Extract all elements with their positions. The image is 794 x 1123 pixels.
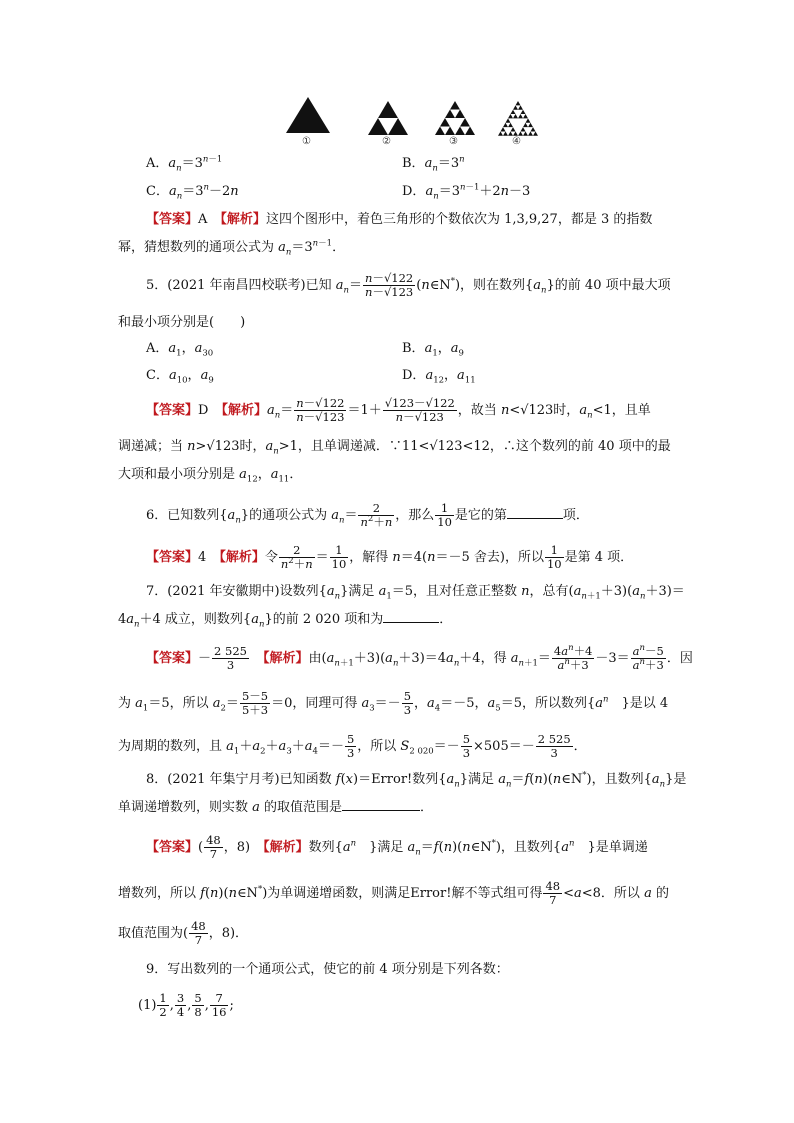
q4-answer-line: 【答案】A 【解析】这四个图形中，着色三角形的个数依次为 1,3,9,27，都是 3 的指数 (146, 212, 653, 227)
solution-tag: 【解析】 (262, 651, 309, 666)
solution-tag: 【解析】 (263, 840, 309, 855)
q7-stem-line-1: 7．(2021 年安徽期中)设数列$\{a_n\}$满足 $a_1=5$，且对任意正整数 n，总有$(a_{n+1}+3)(a_n+3)=$ (146, 584, 685, 602)
q8-stem-line-1: 8．(2021 年集宁月考)已知函数 f(x)＝Error!数列$\{a_n\}$满足 $a_n=f(n)(n\in N^*)$，且数列$\{a_n\}$是 (146, 770, 687, 790)
q5-option-b: B．$a_1$，$a_9$ (402, 341, 464, 359)
figure-label-3: ③ (449, 136, 458, 147)
q5-solution-line-2: 调递减；当 n>√123时，$a_n>1$，且单调递减．∵11<√123<12，∴这个数列的前 40 项中的最 (118, 439, 671, 457)
q9-part-1: (1) $\frac{1}{2}$ , $\frac{3}{4}$ , $\frac{5}{8}$ , $\frac{7}{16}$ ; (138, 991, 234, 1019)
solution-tag: 【解析】 (220, 212, 266, 227)
figure-4-triangle-icon (498, 101, 538, 136)
q7-solution-line-2: 为 $a_1=5$，所以 $a_2=$ $\frac{5-5}{5+3}$ ＝0，同理可得 $a_3=-$ $\frac{5}{3}$ ，$a_4=-5$，$a_5=5$，所以数列{$a^n$ }是以 4 (118, 689, 669, 717)
answer-tag: 【答案】 (146, 212, 199, 227)
q5-stem-line-2: 和最小项分别是( ) (118, 315, 246, 330)
figure-1-triangle-icon (286, 97, 330, 133)
q8-answer-line: 【答案】( $\frac{48}{7}$ ，8) 【解析】数列{$a^n$ }满足 $a_n=f(n)(n\in N^*)$，且数列{$a^n$ }是单调递 (146, 833, 648, 861)
q7-stem-line-2: $4a_n+4$ 成立，则数列$\{a_n\}$的前 2 020 项和为 ． (118, 612, 453, 630)
q6-stem: 6．已知数列$\{a_n\}$的通项公式为 $a_n=$ $\frac{2}{n^2+n}$ ，那么 $\frac{1}{10}$ 是它的第 项． (146, 501, 589, 529)
q5-option-d: D．$a_{12}$，$a_{11}$ (402, 368, 476, 386)
q5-answer: D (198, 403, 209, 418)
q6-answer-line: 【答案】4 【解析】令 $\frac{2}{n^2+n}$ ＝ $\frac{1}{10}$ ，解得 n＝4(n＝－5 舍去)，所以 $\frac{1}{10}$ 是第 4 项． (146, 543, 634, 571)
sierpinski-figures (0, 0, 794, 160)
q4-option-a: A．$a_n=3^{n-1}$ (146, 154, 223, 174)
solution-tag: 【解析】 (219, 550, 265, 565)
q5-stem-line-1: 5．(2021 年南昌四校联考)已知 $a_n=$ $\frac{n-√122}{n-√123}$ (n∈N*)，则在数列$\{a_n\}$的前 40 项中最大项 (146, 271, 671, 299)
q6-answer: 4 (198, 550, 207, 565)
q5-solution-line-3: 大项和最小项分别是 $a_{12}$，$a_{11}$． (118, 467, 303, 485)
q8-solution-line-3: 取值范围为( $\frac{48}{7}$ ，8)． (118, 919, 249, 947)
q5-option-a: A．$a_1$，$a_{30}$ (146, 341, 214, 359)
q4-option-c: C．$a_n=3^n-2n$ (146, 182, 239, 202)
answer-tag: 【答案】 (146, 550, 199, 565)
q5-answer-line: 【答案】D 【解析】$a_n=$ $\frac{n-√122}{n-√123}$ ＝1＋ $\frac{√123-√122}{n-√123}$ ，故当 n<√123时，$a_n<1$，且单 (146, 396, 651, 424)
answer-tag: 【答案】 (146, 403, 199, 418)
q4-answer: A (198, 212, 208, 227)
figure-label-4: ④ (512, 136, 521, 147)
q9-stem: 9．写出数列的一个通项公式，使它的前 4 项分别是下列各数： (146, 962, 509, 977)
figure-3-triangle-icon (435, 101, 475, 135)
q8-solution-line-2: 增数列，所以 f(n)(n∈N*)为单调递增函数，则满足Error!解不等式组可得 $\frac{48}{7}$ <a<8．所以 a 的 (118, 879, 669, 907)
q7-answer-line: 【答案】－ $\frac{2 525}{3}$ 【解析】由$(a_{n+1}+3)(a_n+3)=4a_n+4$，得 $a_{n+1}=$ $\frac{4a^n+4}{a^n+3}$ －3＝ $\frac{a^n-5}{a^n+3}$ ．因 (146, 643, 693, 672)
answer-tag: 【答案】 (146, 651, 199, 666)
q4-option-d: D．$a_n=3^{n-1}+2n-3$ (402, 182, 531, 202)
q8-stem-line-2: 单调递增数列，则实数 a 的取值范围是 ． (118, 800, 434, 815)
figure-label-2: ② (382, 136, 391, 147)
figure-2-triangle-icon (368, 101, 408, 135)
q4-solution-line-2: 幂，猜想数列的通项公式为 $a_n=3^{n-1}$． (118, 238, 346, 258)
q5-option-c: C．$a_{10}$，$a_9$ (146, 368, 214, 386)
q4-option-b: B．$a_n=3^n$ (402, 154, 465, 174)
q7-solution-line-3: 为周期的数列，且 $a_1+a_2+a_3+a_4=-$ $\frac{5}{3}$ ，所以 $S_{2 020}=-$ $\frac{5}{3}$ ×505＝－ $\frac{2 525}{3}$ ． (118, 732, 587, 760)
figure-label-1: ① (302, 136, 311, 147)
answer-tag: 【答案】 (146, 840, 199, 855)
solution-tag: 【解析】 (221, 403, 267, 418)
